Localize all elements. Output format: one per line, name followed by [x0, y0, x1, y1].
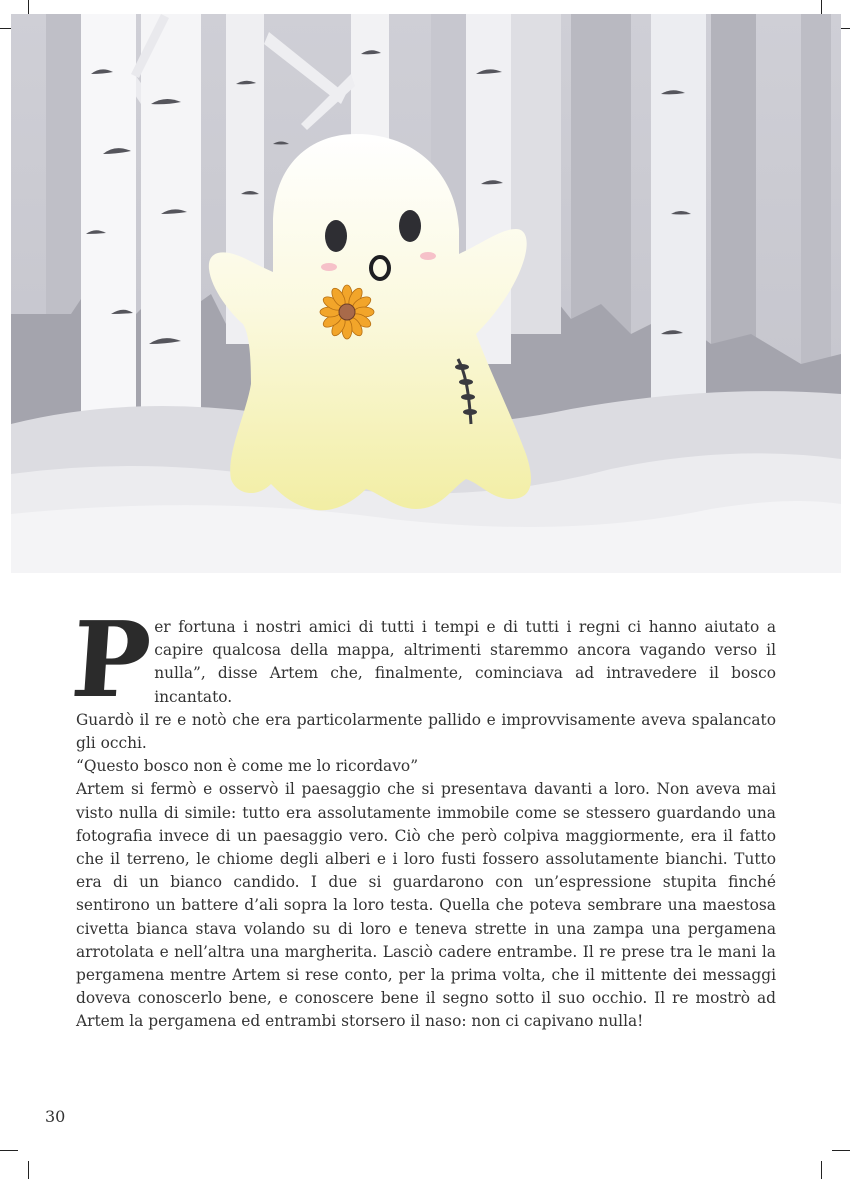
- crop-mark-bottom-right-h: [832, 1150, 850, 1151]
- paragraph-1: [67, 598, 776, 721]
- ghost-forest-illustration: [11, 14, 841, 573]
- page-number: 30: [45, 1107, 66, 1126]
- crop-mark-bottom-right: [821, 1161, 822, 1179]
- paragraph-1-text: er fortuna i nostri amici di tutti i tempi e di tutti i regni ci hanno aiutato a capire qualcosa della mappa, altrimenti staremmo ancora vagando verso il nulla”, disse Artem che, finalmente, cominciava ad intravedere il bosco incantato.: [154, 618, 776, 706]
- story-text: [67, 598, 776, 1034]
- crop-mark-bottom-left: [28, 1161, 29, 1179]
- paragraph-3: “Questo bosco non è come me lo ricordavo”: [76, 757, 419, 776]
- paragraph-4: Artem si fermò e osservò il paesaggio che si presentava davanti a loro. Non aveva mai visto nulla di simile: tutto era assolutamente immobile come se stessero guardando una fotografia invece di un paesaggio vero. Ciò che però colpiva maggiormente, era il fatto che il terreno, le chiome degli alberi e i loro fusti fossero assolutamente bianchi. Tutto era di un bianco candido. I due si guardarono con un’espressione stupita finché sentirono un battere d’ali sopra la loro testa. Quella che poteva sembrare una maestosa civetta bianca stava volando su di loro e teneva strette in una zampa una pergamena arrotolata e nell’altra una margherita. Lasciò cadere entrambe. Il re prese tra le mani la pergamena mentre Artem si rese conto, per la prima volta, che il mittente dei messaggi doveva conoscerlo bene, e conoscere bene il segno sotto il suo occhio. Il re mostrò ad Artem la pergamena ed entrambi storsero il naso: non ci capivano nulla!: [76, 780, 776, 1031]
- drop-cap: P: [67, 598, 155, 721]
- paragraph-2: Guardò il re e notò che era particolarmente pallido e improvvisamente aveva spalancato gli occhi.: [76, 710, 776, 753]
- crop-mark-bottom-left-h: [0, 1150, 18, 1151]
